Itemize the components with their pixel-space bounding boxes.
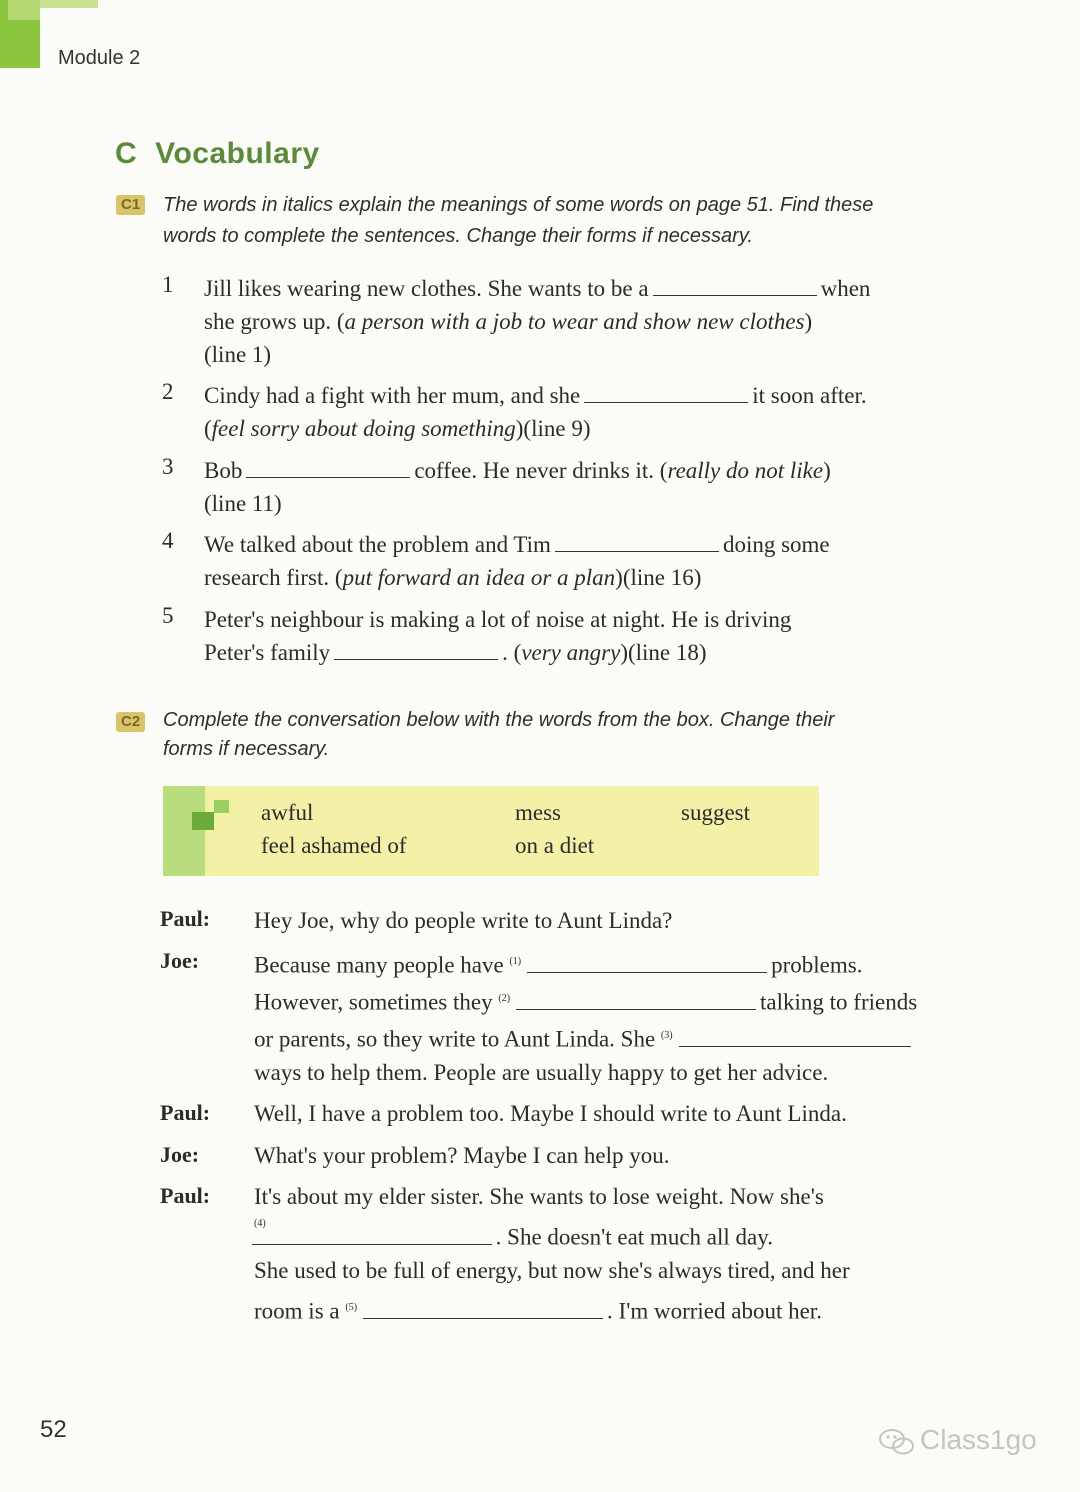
q1-line2-b: ) (804, 309, 813, 334)
c2-instruction-line1: Complete the conversation below with the words from the box. Change their (163, 709, 835, 731)
c2-tag: C2 (116, 712, 145, 732)
section-title (115, 137, 320, 171)
speaker-label: Paul: (160, 1100, 211, 1125)
blank-number: (2) (498, 993, 511, 1004)
c1-instruction (163, 190, 1043, 252)
dialogue-text: or parents, so they write to Aunt Linda. She (254, 1026, 656, 1052)
c1-instruction-line2: words to complete the sentences. Change their forms if necessary. (163, 225, 753, 247)
speaker-label: Paul: (160, 906, 211, 931)
word-box-square-icon (192, 812, 214, 830)
q5-hint: very angry (521, 640, 621, 665)
q3-line-ref: (line 11) (204, 491, 282, 516)
dialogue-line: What's your problem? Maybe I can help you. (254, 1143, 670, 1168)
corner-decoration-strip (40, 0, 98, 8)
dialogue-text: room is a (254, 1298, 340, 1324)
q4-text-b: doing some (722, 532, 830, 557)
question-3 (204, 454, 1044, 520)
dialogue-line: She used to be full of energy, but now she's always tired, and her (254, 1258, 850, 1283)
page-number: 52 (40, 1416, 67, 1443)
q5-text-b: . ( (502, 640, 522, 665)
answer-blank[interactable] (555, 550, 719, 552)
word-box-accent (163, 786, 205, 876)
question-1 (204, 272, 1044, 371)
q4-text-a: We talked about the problem and Tim (204, 532, 551, 557)
dialogue-line (254, 1215, 1054, 1256)
corner-decoration-light (8, 0, 40, 20)
q2-line2-a: ( (204, 416, 212, 441)
dialogue-line (254, 943, 1054, 984)
module-label: Module 2 (58, 47, 141, 69)
answer-blank[interactable] (679, 1045, 911, 1047)
q5-text-c: )(line 18) (620, 640, 707, 665)
answer-blank[interactable] (363, 1317, 603, 1319)
q2-hint: feel sorry about doing something (211, 416, 516, 441)
answer-blank[interactable] (334, 658, 498, 660)
speaker-label: Joe: (160, 948, 200, 973)
speaker-label: Paul: (160, 1183, 211, 1208)
answer-blank[interactable] (653, 294, 817, 296)
q1-line2-a: she grows up. ( (204, 309, 345, 334)
q5-line1: Peter's neighbour is making a lot of noise at night. He is driving (204, 607, 792, 632)
q3-text-b: coffee. He never drinks it. ( (414, 458, 668, 483)
dialogue-text: problems. (771, 952, 863, 978)
answer-blank[interactable] (516, 1008, 756, 1010)
watermark (878, 1424, 1037, 1457)
box-word: suggest (681, 800, 750, 825)
q1-hint: a person with a job to wear and show new clothes (344, 309, 805, 334)
question-2 (204, 379, 1044, 445)
question-number: 2 (162, 379, 174, 404)
q1-text-b: when (820, 276, 871, 301)
dialogue-line: It's about my elder sister. She wants to lose weight. Now she's (254, 1184, 824, 1209)
q2-text-a: Cindy had a fight with her mum, and she (204, 383, 581, 408)
speaker-label: Joe: (160, 1142, 200, 1167)
dialogue-text: . She doesn't eat much all day. (495, 1224, 773, 1250)
word-box-square-icon (214, 800, 229, 813)
dialogue-text: Because many people have (254, 952, 504, 978)
box-word: mess (515, 800, 561, 825)
box-word: feel ashamed of (261, 833, 407, 858)
dialogue-line: ways to help them. People are usually happy to get her advice. (254, 1060, 829, 1085)
q2-text-b: it soon after. (752, 383, 867, 408)
q1-text-a: Jill likes wearing new clothes. She wants to be a (204, 276, 649, 301)
answer-blank[interactable] (252, 1243, 492, 1245)
watermark-text: Class1go (920, 1424, 1037, 1455)
blank-number: (3) (660, 1030, 673, 1041)
section-letter: C (115, 137, 138, 170)
c1-tag: C1 (116, 195, 145, 215)
q5-text-a: Peter's family (204, 640, 331, 665)
question-number: 3 (162, 454, 174, 479)
dialogue-line: Well, I have a problem too. Maybe I should write to Aunt Linda. (254, 1101, 847, 1126)
q3-text-c: ) (823, 458, 831, 483)
dialogue-line: Hey Joe, why do people write to Aunt Linda? (254, 908, 673, 933)
q1-line-ref: (line 1) (204, 342, 272, 367)
box-word: awful (261, 800, 314, 825)
box-word: on a diet (515, 833, 595, 858)
dialogue-text: . I'm worried about her. (607, 1298, 822, 1324)
dialogue-line (254, 1017, 1054, 1058)
answer-blank[interactable] (527, 971, 767, 973)
blank-number: (5) (345, 1302, 358, 1313)
c2-instruction-line2: forms if necessary. (163, 738, 330, 760)
c1-instruction-line1: The words in italics explain the meanings of some words on page 51. Find these (163, 194, 874, 216)
q4-hint: put forward an idea or a plan (342, 565, 616, 590)
dialogue-text: talking to friends (760, 989, 918, 1015)
dialogue-line (254, 1289, 1054, 1330)
answer-blank[interactable] (584, 401, 748, 403)
q4-line2-b: )(line 16) (615, 565, 702, 590)
question-number: 4 (162, 528, 174, 553)
question-number: 5 (162, 603, 174, 628)
question-number: 1 (162, 272, 174, 297)
answer-blank[interactable] (246, 476, 410, 478)
blank-number: (1) (509, 956, 522, 967)
q4-line2-a: research first. ( (204, 565, 343, 590)
wechat-icon (878, 1427, 916, 1457)
q3-hint: really do not like (667, 458, 824, 483)
blank-number: (4) (254, 1218, 266, 1229)
q3-text-a: Bob (204, 458, 243, 483)
dialogue-text: However, sometimes they (254, 989, 493, 1015)
question-5 (204, 603, 1044, 669)
dialogue-line (254, 980, 1054, 1021)
section-name: Vocabulary (155, 137, 320, 170)
c2-instruction (163, 706, 1043, 764)
question-4 (204, 528, 1044, 594)
q2-line2-b: )(line 9) (515, 416, 591, 441)
